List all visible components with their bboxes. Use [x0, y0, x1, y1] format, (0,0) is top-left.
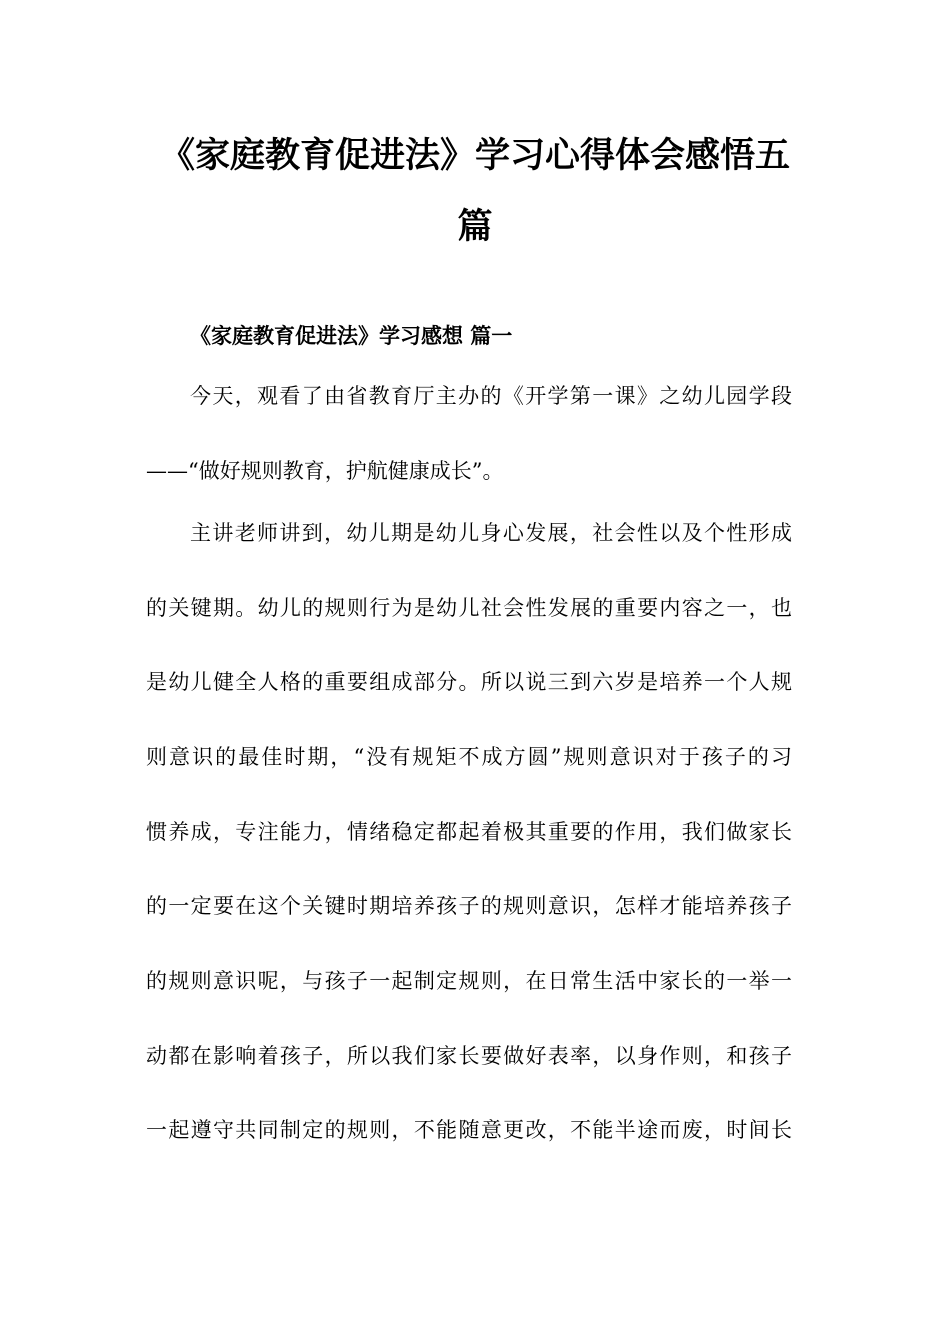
paragraph-line: 一起遵守共同制定的规则，不能随意更改，不能半途而废，时间长 [146, 1118, 792, 1142]
document-title-line-1: 《家庭教育促进法》学习心得体会感悟五 [159, 136, 790, 176]
paragraph-line: 的规则意识呢，与孩子一起制定规则，在日常生活中家长的一举一 [146, 969, 792, 993]
paragraph-line: 则意识的最佳时期，“没有规矩不成方圆”规则意识对于孩子的习 [146, 745, 792, 769]
paragraph-line: ——“做好规则教育，护航健康成长”。 [146, 459, 504, 483]
paragraph-line: 的一定要在这个关键时期培养孩子的规则意识，怎样才能培养孩子 [146, 894, 792, 918]
paragraph-line: 惯养成，专注能力，情绪稳定都起着极其重要的作用，我们做家长 [146, 820, 792, 844]
paragraph-line: 主讲老师讲到，幼儿期是幼儿身心发展，社会性以及个性形成 [190, 521, 792, 545]
section-heading: 《家庭教育促进法》学习感想 篇一 [190, 323, 513, 348]
paragraph-line: 的关键期。幼儿的规则行为是幼儿社会性发展的重要内容之一，也 [146, 596, 792, 620]
paragraph-line: 是幼儿健全人格的重要组成部分。所以说三到六岁是培养一个人规 [146, 670, 792, 694]
paragraph-line: 动都在影响着孩子，所以我们家长要做好表率，以身作则，和孩子 [146, 1044, 792, 1068]
document-title-line-2: 篇 [457, 207, 493, 247]
paragraph-line: 今天，观看了由省教育厅主办的《开学第一课》之幼儿园学段 [190, 384, 792, 408]
